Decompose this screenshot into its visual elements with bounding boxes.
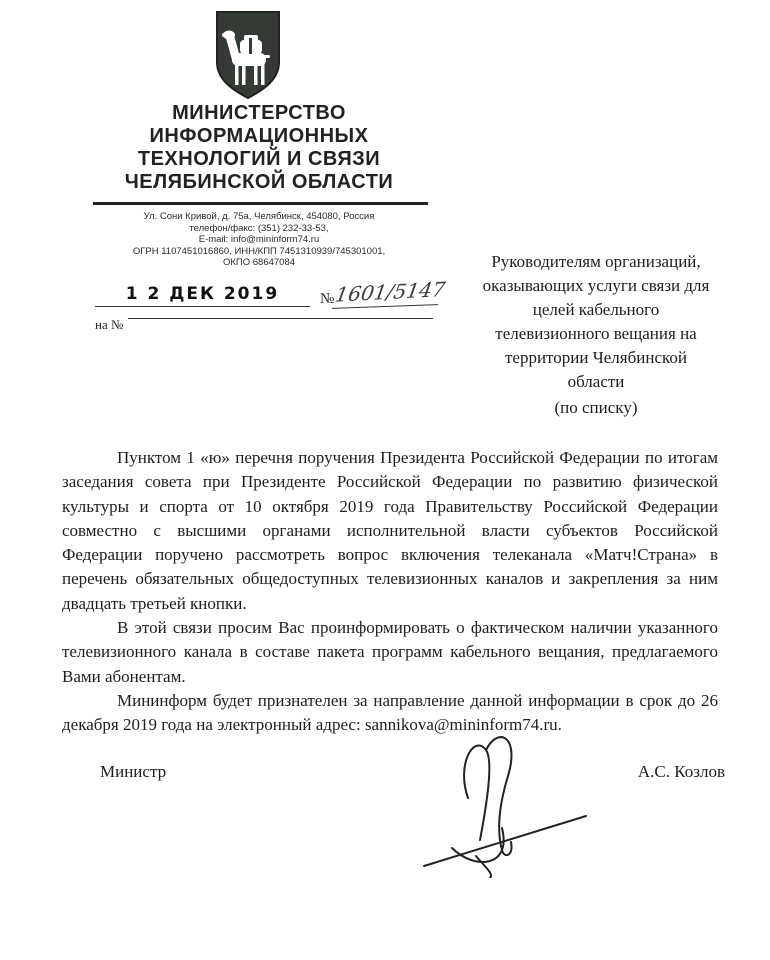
outgoing-number-handwritten: 1601/5147 xyxy=(333,277,448,307)
recipient-line: целей кабельного xyxy=(532,300,660,319)
coat-of-arms-camel-icon xyxy=(213,8,283,100)
date-stamp: 1 2 ДЕК 2019 xyxy=(125,284,280,304)
reply-to-number-label: на № xyxy=(95,317,124,332)
recipient-line: Руководителям организаций, xyxy=(491,252,701,271)
signer-position: Министр xyxy=(100,762,167,781)
ministry-name-line: МИНИСТЕРСТВО xyxy=(172,102,346,124)
recipient-line: территории Челябинской xyxy=(504,348,687,367)
phone-line: телефон/факс: (351) 232-33-53, xyxy=(189,222,329,234)
recipient-line: области xyxy=(567,372,625,391)
okpo-line: ОКПО 68647084 xyxy=(222,257,296,268)
handwritten-signature xyxy=(390,728,600,878)
body-paragraph: Пунктом 1 «ю» перечня поручения Президента Российской Федерации по итогам заседания совета при Президенте Российской Федерации по развитию физической культуры и спорта от 10 октября 2019 года Правительству Российской Федерации совместно с высшими органами исполнительной власти субъектов Российской Федерации поручено рассмотреть вопрос включения телеканала «Матч!Страна» в перечень обязательных общедоступных телевизионных каналов и закрепления за ним двадцать третьей кнопки. xyxy=(62,448,718,613)
recipient-distribution-note: (по списку) xyxy=(554,398,638,417)
outgoing-number-label: № xyxy=(320,291,335,307)
ministry-name xyxy=(88,102,430,194)
contact-block xyxy=(78,211,440,269)
ministry-name-line: ЧЕЛЯБИНСКОЙ ОБЛАСТИ xyxy=(124,171,394,193)
recipient-block xyxy=(450,250,742,394)
signer-name: А.С. Козлов xyxy=(637,762,725,781)
body-paragraph: Мининформ будет признателен за направление данной информации в срок до 26 декабря 2019 года на электронный адрес: sannikova@mininform74.ru. xyxy=(62,690,718,735)
date-underline xyxy=(95,306,310,307)
body-paragraph: В этой связи просим Вас проинформировать о фактическом наличии указанного телевизионного канала в составе пакета программ кабельного вещания, предлагаемого Вами абонентам. xyxy=(62,618,718,686)
recipient-line: оказывающих услуги связи для xyxy=(482,276,710,295)
ogrn-inn-line: ОГРН 1107451016860, ИНН/КПП 7451310939/745301001, xyxy=(132,245,386,257)
letterhead-divider xyxy=(93,202,428,205)
recipient-line: телевизионного вещания на xyxy=(495,324,697,343)
ministry-name-line: ИНФОРМАЦИОННЫХ xyxy=(149,125,369,147)
address-line: Ул. Сони Кривой, д. 75а, Челябинск, 454080, Россия xyxy=(143,211,375,222)
email-line: E-mail: info@mininform74.ru xyxy=(198,234,320,245)
letter-body xyxy=(62,446,718,738)
ministry-name-line: ТЕХНОЛОГИЙ И СВЯЗИ xyxy=(137,148,381,170)
reply-to-number-underline xyxy=(128,318,433,319)
